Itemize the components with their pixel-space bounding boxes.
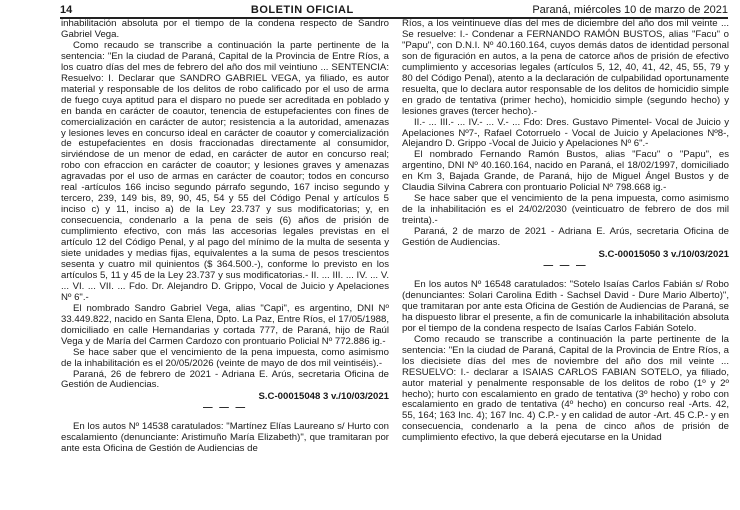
paragraph: Paraná, 2 de marzo de 2021 - Adriana E. Arús, secretaria Oficina de Gestión de Audiencias. bbox=[402, 226, 729, 249]
paragraph: Paraná, 26 de febrero de 2021 - Adriana E. Arús, secretaria Oficina de Gestión de Audiencias. bbox=[61, 368, 389, 391]
paragraph: Como recaudo se transcribe a continuación la parte pertinente de la sentencia: "En la ciudad de Paraná, Capital de la Provincia de Entre Ríos, a los diecisiete días del mes de noviembre del año dos mil veinte ... RESUELVO: I.- declarar a ISAIAS CARLOS FABIAN SOTELO, ya filiado, autor material y penalmente responsable de los delitos de robo (1º y 2º hecho); hurto con escalamiento en grado de tentativa (3º hecho) y robo con escalamiento en grado de tentativa (4º hecho) en concurso real -Arts. 42, 55, 164; 163 Inc. 4); 167 Inc. 4) C.P.- y en calidad de autor -Art. 45 C.P.- y en consecuencia, condenarlo a la pena de cinco años de prisión de cumplimiento efectivo, la que deberá ejecutarse en la Unidad bbox=[402, 333, 729, 444]
paragraph: Se hace saber que el vencimiento de la pena impuesta, como asimismo de la inhabilitación es el 24/02/2030 (veinticuatro de febrero de dos mil treinta).- bbox=[402, 193, 729, 227]
bulletin-title: BOLETIN OFICIAL bbox=[250, 4, 354, 16]
paragraph: II.- ... III.- ... IV.- ... V.- ... Fdo: Dres. Gustavo Pimentel- Vocal de Juicio y Apelaciones Nº7-, Rafael Cotorruelo - Vocal de Juicio y Apelaciones Nº8-, Alejandro D. Grippo -Vocal de Juicio y Apelaciones Nº 6".- bbox=[402, 116, 729, 150]
paragraph: Como recaudo se transcribe a continuación la parte pertinente de la sentencia: "En la ciudad de Paraná, Capital de la Provincia de Entre Ríos, a los cuatro días del mes de febrero del año dos mil veintiuno ... SENTENCIA: Resuelvo: I. Declarar que SANDRO GABRIEL VEGA, ya filiado, es autor material y responsable de los delitos de robo calificado por el uso de arma de fuego cuya aptitud para el disparo no puede ser acreditada en poblado y en banda en carácter de coautor, tenencia de estupefacientes con fines de comercialización en carácter de autor; resistencia a la autoridad, amenazas y lesiones leves en concurso ideal en carácter de coautor y comercialización de estupefacientes en dosis fraccionadas directamente al consumidor, sirviéndose de un menor de edad, en carácter de autor en concurso real; robo con efraccion en carácter de coautor; y lesiones graves y amenazas agravadas por el uso de armas en carácter de coautor; todos en concurso real -artículos 166 inciso segundo párrafo segundo, 167 inciso segundo y tercero, 239, 149 bis, 89, 90, 45, 54 y 55 del Código Penal y artículos 5 inciso c) y 11, inciso a) de la Ley 23.737 y sus modificatorias; y, en consecuencia, condenarlo a la pena de seis (6) años de prisión de cumplimiento efectivo, con más las accesorias legales previstas en el artículo 12 del Código Penal, y al pago del mínimo de la multa de sesenta y siete unidades y medias fijas, equivalentes a la suma de pesos trescientos sesenta y cuatro mil quinientos ($ 364.500.-), conforme lo previsto en los artículos 5, 11 y 45 de la Ley 23.737 y sus modificatorias.- II. ... III. ... IV. ... V. ... VI. ... VII. ... Fdo. Dr. Alejandro D. Grippo, Vocal de Juicio y Apelaciones Nº 6".- bbox=[61, 39, 389, 303]
separator: — — — bbox=[543, 259, 588, 271]
page-header bbox=[60, 2, 728, 19]
paragraph: En los autos Nº 16548 caratulados: "Sotelo Isaías Carlos Fabián s/ Robo (denunciantes: Solari Carolina Edith - Sachsel David - Dure Mario Alberto)", que tramitaran por ante esta Oficina de Gestión de Audiencias de Paraná, se ha dispuesto librar el presente, a fin de comunicarle la inhabilitación absoluta por el tiempo de la condena respecto de Isaías Carlos Fabián Sotelo. bbox=[402, 278, 729, 334]
issue-date: Paraná, miércoles 10 de marzo de 2021 bbox=[532, 4, 728, 16]
paragraph: Se hace saber que el vencimiento de la pena impuesta, como asimismo de la inhabilitación es el 20/05/2026 (veinte de mayo de dos mil veintiséis).- bbox=[61, 346, 389, 369]
separator: — — — bbox=[202, 402, 248, 414]
paragraph: Ríos, a los veintinueve días del mes de diciembre del año dos mil veinte ... Se resuelve: I.- Condenar a FERNANDO RAMÓN BUSTOS, alias "Facu" o "Papu", con D.N.I. Nº 40.160.164, cuyos demás datos de identidad personal son de figuración en autos, a la pena de catorce años de prisión de efectivo cumplimiento y accesorias legales (artículos 5, 12, 40, 41, 42, 45, 55, 79 y 80 del Código Penal), atento a la declaración de culpabilidad oportunamente resuelta, que lo declara autor responsable de los delitos de homicidio simple en grado de tentativa (primer hecho), homicidio simple (segundo hecho) y lesiones graves (tercer hecho).- bbox=[402, 18, 729, 117]
notice-code: S.C-00015048 3 v./10/03/2021 bbox=[258, 391, 389, 403]
left-column bbox=[61, 19, 389, 455]
page-number: 14 bbox=[60, 4, 73, 16]
notice-code: S.C-00015050 3 v./10/03/2021 bbox=[598, 249, 729, 261]
right-column bbox=[402, 19, 729, 444]
paragraph: El nombrado Sandro Gabriel Vega, alias "Capi", es argentino, DNI Nº 33.449.822, nacido en Santa Elena, Dpto. La Paz, Entre Ríos, el 17/05/1988, domiciliado en calle Hernandarias y cortada 777, de Paraná, hijo de Raúl Vega y de María del Carmen Cardozo con prontuario Policial Nº 772.886 ig.- bbox=[61, 302, 389, 347]
paragraph: En los autos Nº 14538 caratulados: "Martínez Elías Laureano s/ Hurto con escalamiento (denunciante: Aristimuño María Elizabeth)", que tramitaran por ante esta Oficina de Gestión de Audiencias de bbox=[61, 421, 389, 455]
paragraph: inhabilitación absoluta por el tiempo de la condena respecto de Sandro Gabriel Vega. bbox=[61, 18, 389, 40]
paragraph: El nombrado Fernando Ramón Bustos, alias "Facu" o "Papu", es argentino, DNI Nº 40.160.164, nacido en Paraná, el 18/02/1997, domiciliado en Km 3, Bajada Grande, de Paraná, hijo de Miguel Ángel Bustos y de Claudia Silvina Cabrera con prontuario Policial Nº 798.668 ig.- bbox=[402, 149, 729, 194]
